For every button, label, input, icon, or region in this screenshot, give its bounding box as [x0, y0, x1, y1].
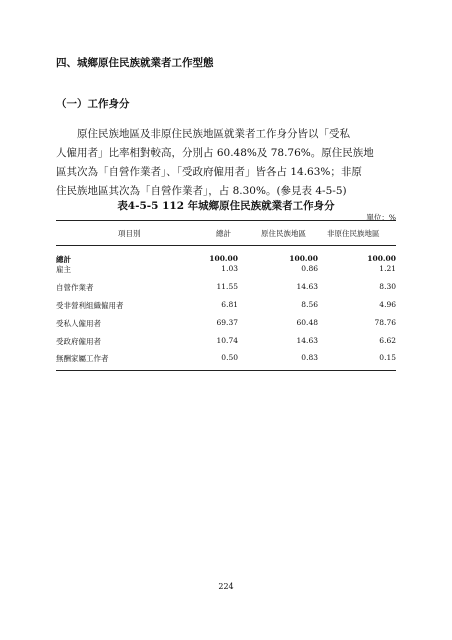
table-row: [56, 264, 396, 276]
cell-non-indigenous: 78.76: [374, 318, 396, 327]
cell-total: 6.81: [221, 300, 238, 309]
paragraph-line: 原住民族地區及非原住民族地區就業者工作身分皆以「受私: [77, 128, 350, 140]
cell-total: 0.50: [221, 353, 238, 362]
table-row: [56, 300, 396, 312]
header-non-indigenous: 非原住民族地區: [327, 229, 380, 238]
row-label: 受非營利組織僱用者: [56, 301, 124, 310]
row-label: 受政府僱用者: [56, 337, 101, 346]
cell-total: 69.37: [216, 318, 238, 327]
cell-non-indigenous: 4.96: [379, 300, 396, 309]
row-label: 總計: [56, 255, 71, 264]
cell-total: 10.74: [216, 336, 238, 345]
cell-non-indigenous: 8.30: [379, 282, 396, 291]
cell-non-indigenous: 6.62: [379, 336, 396, 345]
header-item: 項目別: [118, 229, 141, 238]
cell-indigenous: 0.83: [301, 353, 318, 362]
header-indigenous: 原住民族地區: [261, 229, 306, 238]
table-header-rule: [56, 245, 396, 246]
table-row: [56, 318, 396, 330]
cell-non-indigenous: 0.15: [379, 353, 396, 362]
row-label: 雇主: [56, 265, 71, 274]
cell-indigenous: 60.48: [296, 318, 318, 327]
row-label: 受私人僱用者: [56, 319, 101, 328]
table-row: [56, 282, 396, 294]
section-heading: 四、城鄉原住民族就業者工作型態: [56, 57, 214, 69]
row-label: 自營作業者: [56, 283, 94, 292]
table-row: [56, 353, 396, 365]
cell-non-indigenous: 100.00: [367, 254, 396, 263]
paragraph-line: 人僱用者」比率相對較高，分別占 60.48%及 78.76%。原住民族地: [56, 147, 374, 159]
table-top-rule: [56, 220, 396, 221]
cell-indigenous: 100.00: [289, 254, 318, 263]
table-unit: 單位：%: [366, 213, 396, 222]
row-label: 無酬家屬工作者: [56, 354, 109, 363]
paragraph-line: 住民族地區其次為「自營作業者」，占 8.30%。(參見表 4-5-5): [56, 185, 347, 197]
table-row: [56, 336, 396, 348]
table-bottom-rule: [56, 370, 396, 371]
cell-non-indigenous: 1.21: [379, 264, 396, 273]
cell-indigenous: 8.56: [301, 300, 318, 309]
cell-total: 11.55: [216, 282, 238, 291]
paragraph-line: 區其次為「自營作業者」、「受政府僱用者」皆各占 14.63%；非原: [56, 166, 362, 178]
page-number: 224: [218, 582, 234, 591]
cell-indigenous: 14.63: [296, 336, 318, 345]
header-total: 總計: [216, 229, 231, 238]
cell-indigenous: 14.63: [296, 282, 318, 291]
cell-indigenous: 0.86: [301, 264, 318, 273]
cell-total: 1.03: [221, 264, 238, 273]
cell-total: 100.00: [209, 254, 238, 263]
table-title: 表4-5-5 112 年城鄉原住民族就業者工作身分: [117, 200, 335, 212]
sub-heading: （一）工作身分: [56, 98, 130, 110]
